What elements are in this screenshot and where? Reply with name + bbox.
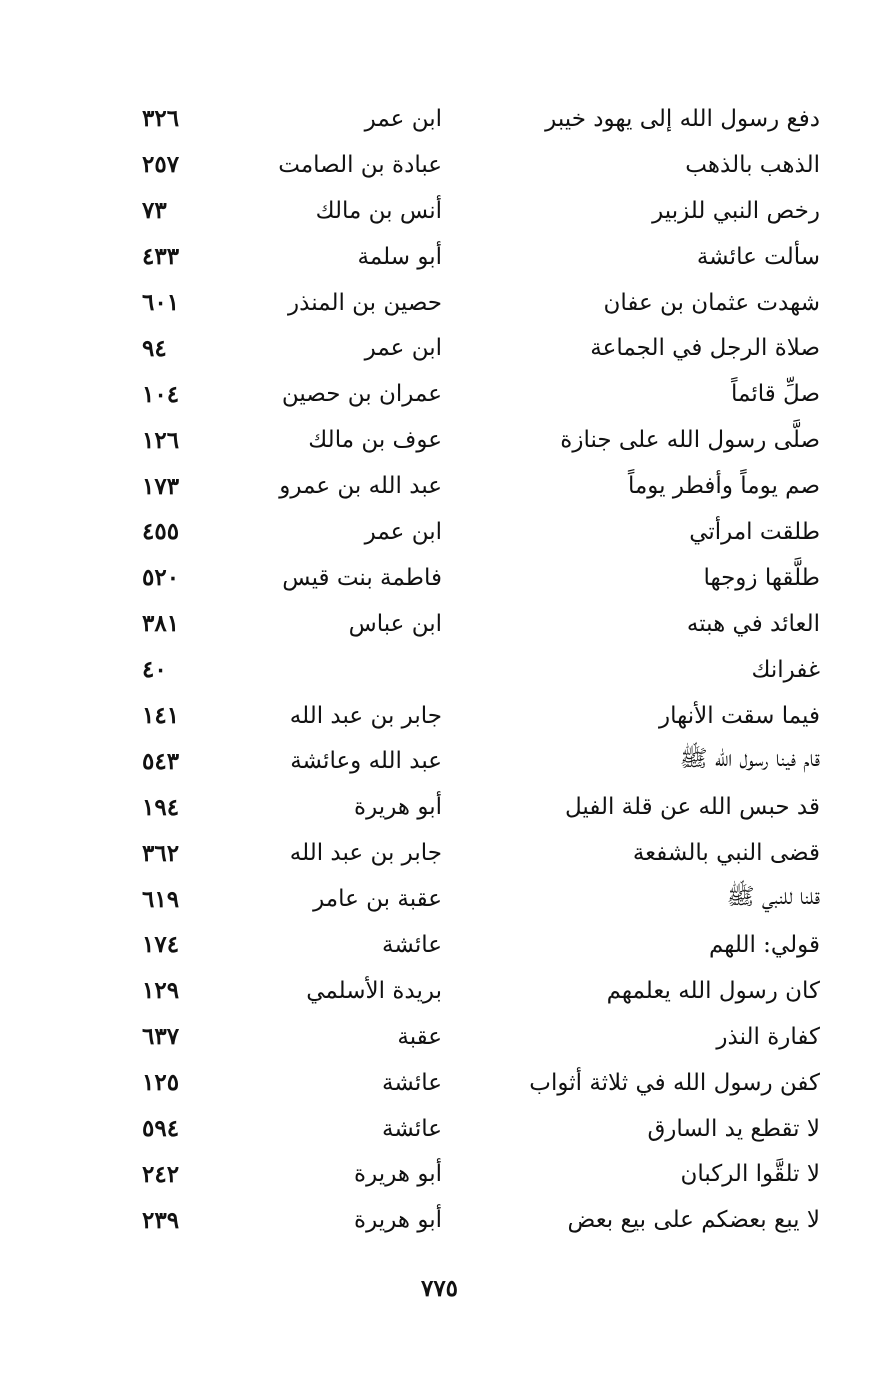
narrator-name: بريدة الأسلمي bbox=[306, 977, 442, 1004]
narrator-name: أبو هريرة bbox=[354, 1161, 442, 1188]
page-reference: ١٤١ bbox=[142, 702, 180, 730]
hadith-text: قد حبس الله عن قلة الفيل bbox=[564, 794, 820, 821]
narrator-name: ابن عمر bbox=[364, 518, 442, 545]
hadith-text: لا يبع بعضكم على بيع بعض bbox=[567, 1207, 820, 1234]
hadith-text: لا تلقَّوا الركبان bbox=[680, 1161, 820, 1188]
index-row bbox=[140, 968, 820, 1014]
index-row bbox=[140, 142, 820, 188]
hadith-text: قضى النبي بالشفعة bbox=[632, 840, 820, 867]
page-number: ٧٧٥ bbox=[420, 1275, 459, 1302]
page-reference: ٥٢٠ bbox=[142, 564, 180, 592]
index-row bbox=[140, 509, 820, 555]
hadith-text: قولي: اللهم bbox=[708, 931, 820, 958]
hadith-text: شهدت عثمان بن عفان bbox=[603, 289, 820, 316]
page-reference: ٧٣ bbox=[142, 197, 167, 225]
narrator-name: أبو هريرة bbox=[354, 794, 442, 821]
index-row bbox=[140, 325, 820, 371]
narrator-name: أبو هريرة bbox=[354, 1207, 442, 1234]
index-row bbox=[140, 188, 820, 234]
hadith-text: صم يوماً وأفطر يوماً bbox=[627, 473, 820, 500]
hadith-text: قلنا للنبي ﷺ bbox=[726, 884, 820, 911]
page-reference: ٢٥٧ bbox=[142, 151, 180, 179]
index-row bbox=[140, 234, 820, 280]
index-row bbox=[140, 1060, 820, 1106]
index-row bbox=[140, 280, 820, 326]
hadith-index-table bbox=[140, 96, 820, 1243]
page-reference: ١٢٥ bbox=[142, 1069, 180, 1097]
page-reference: ٦٠١ bbox=[142, 289, 180, 316]
page-reference: ٦١٩ bbox=[142, 885, 180, 913]
hadith-text: دفع رسول الله إلى يهود خيبر bbox=[545, 105, 820, 132]
index-row bbox=[140, 463, 820, 509]
narrator-name: ابن عمر bbox=[364, 335, 442, 362]
page-reference: ١٧٤ bbox=[142, 931, 180, 959]
page-reference: ١٠٤ bbox=[142, 380, 180, 408]
narrator-name: فاطمة بنت قيس bbox=[282, 564, 442, 591]
index-row bbox=[140, 738, 820, 784]
index-row bbox=[140, 1014, 820, 1060]
index-row bbox=[140, 555, 820, 601]
page-reference: ٤٠ bbox=[142, 656, 167, 684]
page-reference: ٥٩٤ bbox=[142, 1115, 180, 1143]
hadith-text: فيما سقت الأنهار bbox=[659, 702, 820, 729]
index-row bbox=[140, 830, 820, 876]
page-reference: ٢٤٢ bbox=[142, 1160, 180, 1188]
index-row bbox=[140, 647, 820, 693]
hadith-text: لا تقطع يد السارق bbox=[647, 1115, 820, 1142]
page-reference: ١٧٣ bbox=[142, 472, 180, 500]
page-reference: ٤٥٥ bbox=[142, 518, 180, 546]
index-row bbox=[140, 1197, 820, 1243]
narrator-name: عبادة بن الصامت bbox=[278, 151, 442, 178]
page-reference: ٣٦٢ bbox=[142, 839, 180, 867]
narrator-name: عائشة bbox=[382, 1069, 442, 1096]
page-reference: ١٢٦ bbox=[142, 426, 180, 454]
hadith-text: رخص النبي للزبير bbox=[652, 197, 820, 224]
narrator-name: ابن عباس bbox=[348, 610, 442, 637]
narrator-name: عبد الله وعائشة bbox=[290, 748, 442, 775]
hadith-text: طلقت امرأتي bbox=[689, 518, 820, 545]
page-reference: ١٢٩ bbox=[142, 977, 180, 1005]
hadith-text: غفرانك bbox=[751, 656, 820, 683]
hadith-text: قام فينا رسول الله ﷺ bbox=[679, 746, 820, 773]
narrator-name: أبو سلمة bbox=[357, 243, 442, 270]
index-row bbox=[140, 601, 820, 647]
hadith-text: طلَّقها زوجها bbox=[703, 564, 820, 591]
index-row bbox=[140, 417, 820, 463]
hadith-text: كان رسول الله يعلمهم bbox=[606, 977, 820, 1004]
hadith-text: الذهب بالذهب bbox=[685, 151, 820, 178]
index-row bbox=[140, 96, 820, 142]
hadith-text: صلاة الرجل في الجماعة bbox=[590, 335, 820, 362]
narrator-name: حصين بن المنذر bbox=[288, 289, 442, 316]
narrator-name: أنس بن مالك bbox=[315, 197, 442, 224]
narrator-name: ابن عمر bbox=[364, 105, 442, 132]
narrator-name: عوف بن مالك bbox=[308, 427, 442, 454]
page-reference: ٦٣٧ bbox=[142, 1023, 180, 1051]
page-reference: ١٩٤ bbox=[142, 793, 180, 821]
index-row bbox=[140, 371, 820, 417]
hadith-text: العائد في هبته bbox=[686, 610, 820, 637]
narrator-name: عائشة bbox=[382, 931, 442, 958]
index-row bbox=[140, 784, 820, 830]
hadith-text: صلَّى رسول الله على جنازة bbox=[560, 427, 820, 454]
narrator-name: جابر بن عبد الله bbox=[289, 840, 442, 867]
index-row bbox=[140, 1151, 820, 1197]
page-reference: ٩٤ bbox=[142, 334, 167, 362]
narrator-name: عبد الله بن عمرو bbox=[279, 473, 442, 500]
page-reference: ٥٤٣ bbox=[142, 747, 180, 775]
narrator-name: عائشة bbox=[382, 1115, 442, 1142]
hadith-text: كفن رسول الله في ثلاثة أثواب bbox=[529, 1069, 820, 1096]
page-reference: ٤٣٣ bbox=[142, 243, 180, 271]
page-reference: ٢٣٩ bbox=[142, 1206, 180, 1234]
narrator-name: جابر بن عبد الله bbox=[289, 702, 442, 729]
page-reference: ٣٢٦ bbox=[142, 105, 180, 133]
narrator-name: عمران بن حصين bbox=[281, 381, 442, 408]
hadith-text: سألت عائشة bbox=[696, 243, 820, 270]
narrator-name: عقبة bbox=[397, 1023, 442, 1050]
index-row bbox=[140, 922, 820, 968]
index-row bbox=[140, 1106, 820, 1152]
page-reference: ٣٨١ bbox=[142, 610, 180, 638]
index-row bbox=[140, 876, 820, 922]
hadith-text: كفارة النذر bbox=[716, 1023, 820, 1050]
index-row bbox=[140, 693, 820, 739]
hadith-text: صلِّ قائماً bbox=[731, 381, 820, 408]
narrator-name: عقبة بن عامر bbox=[313, 886, 442, 913]
